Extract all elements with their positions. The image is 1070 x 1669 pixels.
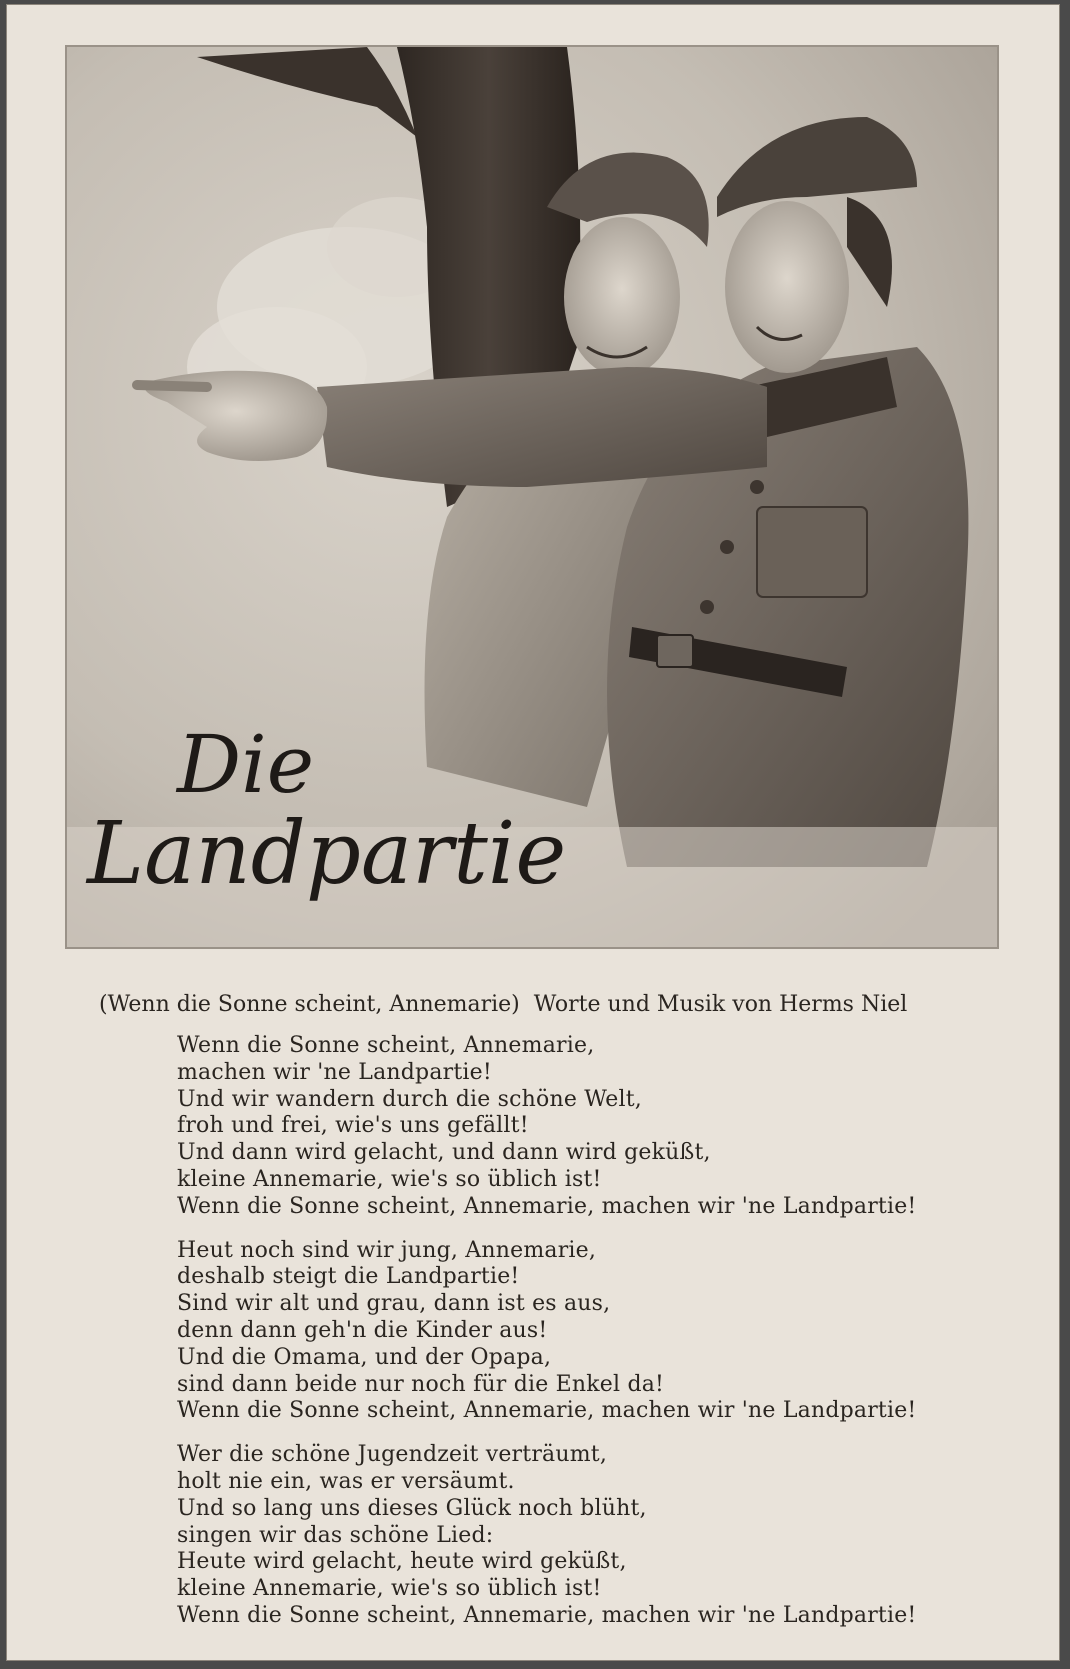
lyrics <box>177 1033 916 1647</box>
lyric-line: holt nie ein, was er versäumt. <box>177 1468 515 1494</box>
postcard <box>6 4 1060 1661</box>
title-landpartie: Landpartie <box>87 804 567 904</box>
lyric-line: Wer die schöne Jugendzeit verträumt, <box>177 1442 608 1468</box>
song-subtitle: (Wenn die Sonne scheint, Annemarie) <box>99 992 520 1017</box>
lyric-line: Und die Omama, und der Opapa, <box>177 1344 552 1370</box>
lyric-line: Und wir wandern durch die schöne Welt, <box>177 1086 642 1112</box>
lyric-line: kleine Annemarie, wie's so üblich ist! <box>177 1166 602 1192</box>
lyric-line: froh und frei, wie's uns gefällt! <box>177 1113 529 1139</box>
lyric-line: machen wir 'ne Landpartie! <box>177 1059 492 1085</box>
title-die: Die <box>177 718 315 811</box>
song-title <box>87 718 567 904</box>
lyric-line: singen wir das schöne Lied: <box>177 1522 494 1548</box>
lyric-line: kleine Annemarie, wie's so üblich ist! <box>177 1576 602 1602</box>
lyric-line: sind dann beide nur noch für die Enkel da! <box>177 1371 665 1397</box>
lyric-line: Heute wird gelacht, heute wird geküßt, <box>177 1549 627 1575</box>
lyric-line: Sind wir alt und grau, dann ist es aus, <box>177 1291 611 1317</box>
stanza-2 <box>177 1238 916 1426</box>
stanza-3 <box>177 1442 916 1630</box>
lyric-line: Wenn die Sonne scheint, Annemarie, machen wir 'ne Landpartie! <box>177 1398 917 1424</box>
lyric-line: deshalb steigt die Landpartie! <box>177 1264 520 1290</box>
lyric-line: Heut noch sind wir jung, Annemarie, <box>177 1237 597 1263</box>
lyric-line: Und dann wird gelacht, und dann wird geküßt, <box>177 1140 711 1166</box>
lyric-line: Und so lang uns dieses Glück noch blüht, <box>177 1495 647 1521</box>
stanza-1 <box>177 1033 916 1221</box>
song-credit: Worte und Musik von Herms Niel <box>533 992 908 1017</box>
lyric-line: Wenn die Sonne scheint, Annemarie, machen wir 'ne Landpartie! <box>177 1193 917 1219</box>
song-subtitle-line <box>99 992 999 1017</box>
lyric-line: Wenn die Sonne scheint, Annemarie, <box>177 1033 595 1058</box>
lyric-line: denn dann geh'n die Kinder aus! <box>177 1317 548 1343</box>
lyric-line: Wenn die Sonne scheint, Annemarie, machen wir 'ne Landpartie! <box>177 1602 917 1628</box>
